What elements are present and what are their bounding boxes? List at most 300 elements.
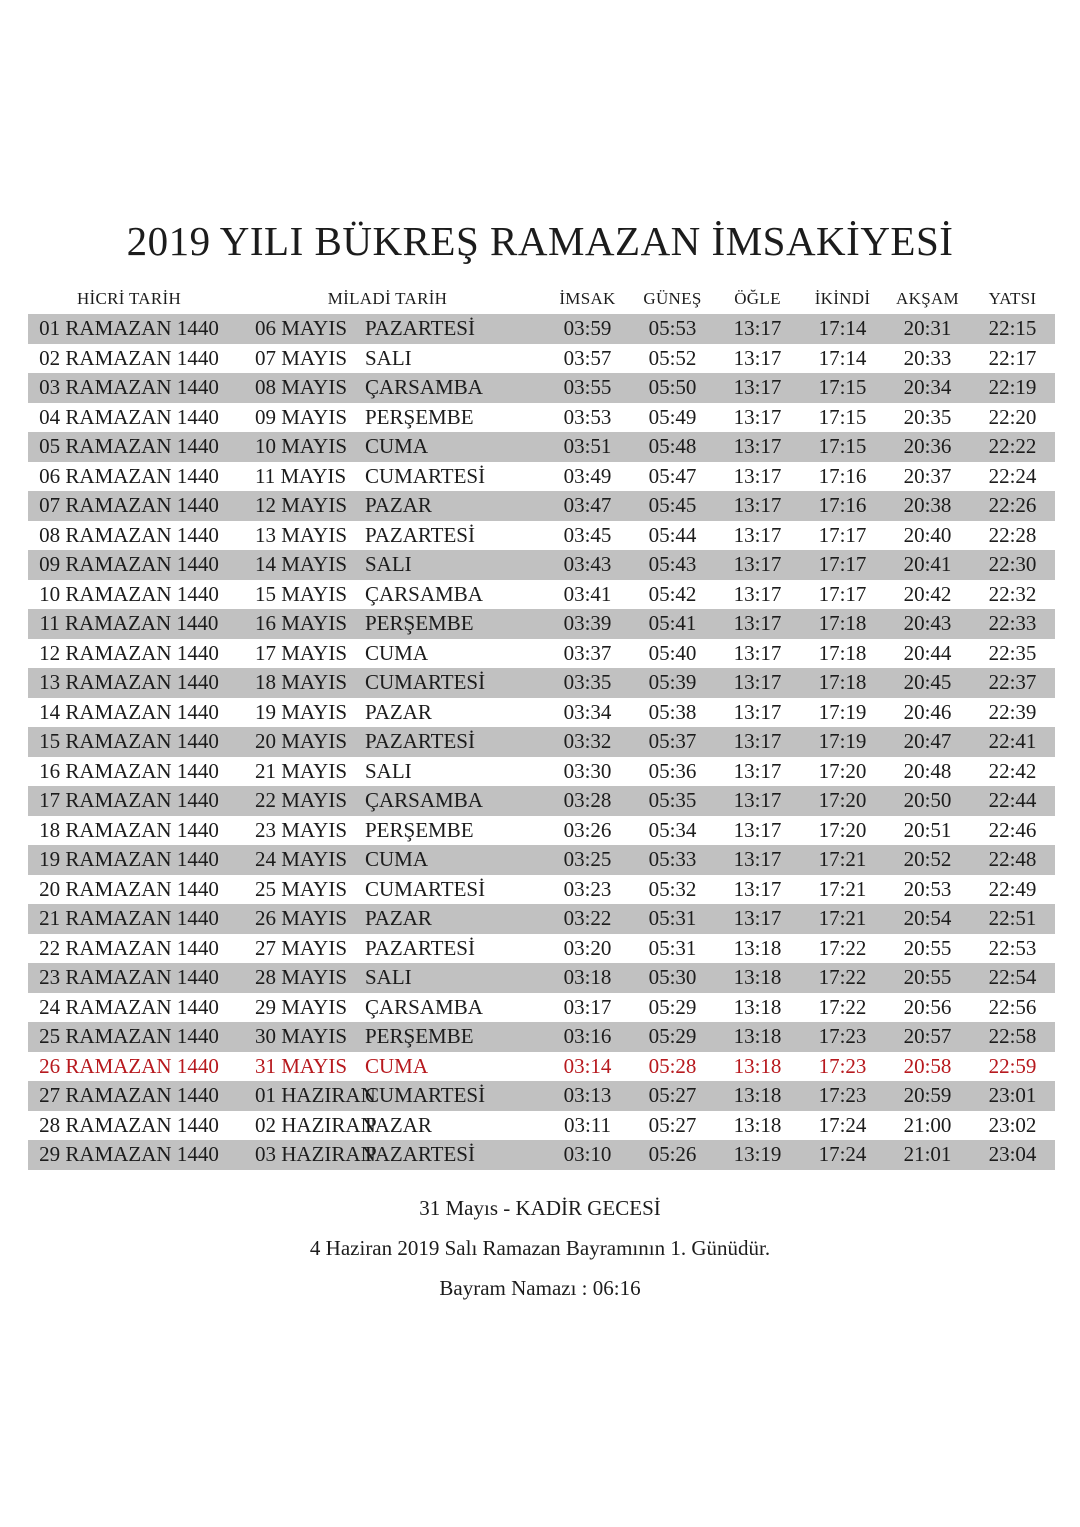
page-title: 2019 YILI BÜKREŞ RAMAZAN İMSAKİYESİ [126, 218, 954, 264]
time-cell-yatsi: 22:20 [988, 404, 1037, 429]
time-cell-gunes: 05:28 [648, 1053, 697, 1078]
hicri-date: 14 RAMAZAN 1440 [39, 699, 219, 724]
time-cell-yatsi: 22:42 [988, 758, 1037, 783]
footer-notes [0, 1197, 1080, 1300]
time-cell-gunes: 05:35 [648, 788, 697, 813]
time-cell-imsak: 03:41 [563, 581, 612, 606]
day-name: CUMARTESİ [365, 1083, 486, 1108]
column-header-hicri: HİCRİ TARİH [76, 289, 182, 309]
time-cell-aksam: 20:55 [903, 935, 952, 960]
time-cell-ogle: 13:17 [733, 847, 782, 872]
hicri-date: 12 RAMAZAN 1440 [39, 640, 219, 665]
time-cell-ikindi: 17:14 [818, 345, 867, 370]
time-cell-imsak: 03:39 [563, 611, 612, 636]
miladi-date: 16 MAYIS [255, 611, 347, 636]
time-cell-yatsi: 22:28 [988, 522, 1037, 547]
time-cell-imsak: 03:28 [563, 788, 612, 813]
time-cell-ogle: 13:17 [733, 729, 782, 754]
time-cell-imsak: 03:10 [563, 1142, 612, 1167]
time-cell-ikindi: 17:18 [818, 670, 867, 695]
time-cell-ogle: 13:17 [733, 788, 782, 813]
day-name: ÇARSAMBA [365, 994, 483, 1019]
time-cell-ogle: 13:18 [733, 994, 782, 1019]
miladi-date: 09 MAYIS [255, 404, 347, 429]
time-cell-imsak: 03:14 [563, 1053, 612, 1078]
time-cell-gunes: 05:47 [648, 463, 697, 488]
time-cell-gunes: 05:49 [648, 404, 697, 429]
table-row [28, 432, 1055, 462]
time-cell-ogle: 13:17 [733, 552, 782, 577]
table-body [28, 314, 1055, 1170]
hicri-date: 22 RAMAZAN 1440 [39, 935, 219, 960]
time-cell-aksam: 20:37 [903, 463, 952, 488]
day-name: ÇARSAMBA [365, 788, 483, 813]
time-cell-gunes: 05:44 [648, 522, 697, 547]
time-cell-ogle: 13:17 [733, 699, 782, 724]
day-name: PAZARTESİ [365, 729, 475, 754]
miladi-date: 25 MAYIS [255, 876, 347, 901]
table-header-row [28, 275, 1055, 314]
day-name: PERŞEMBE [365, 817, 474, 842]
bayram-day-note: 4 Haziran 2019 Salı Ramazan Bayramının 1. Günüdür. [309, 1235, 771, 1260]
hicri-date: 20 RAMAZAN 1440 [39, 876, 219, 901]
time-cell-yatsi: 22:15 [988, 316, 1037, 341]
table-row [28, 344, 1055, 374]
time-cell-ikindi: 17:18 [818, 640, 867, 665]
time-cell-yatsi: 22:22 [988, 434, 1037, 459]
table-row [28, 314, 1055, 344]
time-cell-ikindi: 17:14 [818, 316, 867, 341]
time-cell-aksam: 20:40 [903, 522, 952, 547]
time-cell-yatsi: 22:49 [988, 876, 1037, 901]
time-cell-aksam: 20:54 [903, 906, 952, 931]
prayer-times-table [28, 275, 1055, 1170]
day-name: CUMARTESİ [365, 463, 486, 488]
table-row [28, 904, 1055, 934]
table-row [28, 963, 1055, 993]
day-name: CUMA [365, 434, 429, 459]
time-cell-ikindi: 17:15 [818, 375, 867, 400]
hicri-date: 10 RAMAZAN 1440 [39, 581, 219, 606]
column-header-yatsi: YATSI [988, 289, 1037, 309]
time-cell-aksam: 20:53 [903, 876, 952, 901]
time-cell-gunes: 05:34 [648, 817, 697, 842]
time-cell-yatsi: 22:32 [988, 581, 1037, 606]
time-cell-aksam: 20:44 [903, 640, 952, 665]
time-cell-gunes: 05:29 [648, 1024, 697, 1049]
miladi-date: 22 MAYIS [255, 788, 347, 813]
table-row [28, 1081, 1055, 1111]
miladi-date: 15 MAYIS [255, 581, 347, 606]
time-cell-aksam: 20:47 [903, 729, 952, 754]
time-cell-aksam: 21:00 [903, 1112, 952, 1137]
time-cell-ogle: 13:17 [733, 817, 782, 842]
column-header-gunes: GÜNEŞ [643, 289, 702, 309]
time-cell-ikindi: 17:22 [818, 935, 867, 960]
time-cell-gunes: 05:27 [648, 1083, 697, 1108]
time-cell-ogle: 13:18 [733, 1112, 782, 1137]
column-header-ikindi: İKİNDİ [814, 289, 871, 309]
day-name: SALI [365, 965, 412, 990]
hicri-date: 23 RAMAZAN 1440 [39, 965, 219, 990]
time-cell-ikindi: 17:20 [818, 758, 867, 783]
miladi-date: 06 MAYIS [255, 316, 347, 341]
column-header-imsak: İMSAK [559, 289, 616, 309]
time-cell-aksam: 20:57 [903, 1024, 952, 1049]
time-cell-ikindi: 17:19 [818, 699, 867, 724]
time-cell-ogle: 13:18 [733, 1083, 782, 1108]
time-cell-aksam: 20:41 [903, 552, 952, 577]
time-cell-yatsi: 22:46 [988, 817, 1037, 842]
time-cell-aksam: 20:52 [903, 847, 952, 872]
miladi-date: 27 MAYIS [255, 935, 347, 960]
time-cell-aksam: 20:59 [903, 1083, 952, 1108]
time-cell-gunes: 05:32 [648, 876, 697, 901]
time-cell-ogle: 13:17 [733, 375, 782, 400]
table-row [28, 1022, 1055, 1052]
miladi-date: 08 MAYIS [255, 375, 347, 400]
time-cell-ikindi: 17:24 [818, 1112, 867, 1137]
table-row [28, 609, 1055, 639]
miladi-date: 13 MAYIS [255, 522, 347, 547]
time-cell-gunes: 05:38 [648, 699, 697, 724]
hicri-date: 01 RAMAZAN 1440 [39, 316, 219, 341]
time-cell-ikindi: 17:23 [818, 1053, 867, 1078]
hicri-date: 28 RAMAZAN 1440 [39, 1112, 219, 1137]
miladi-date: 28 MAYIS [255, 965, 347, 990]
day-name: SALI [365, 552, 412, 577]
time-cell-ikindi: 17:17 [818, 581, 867, 606]
time-cell-imsak: 03:11 [563, 1112, 612, 1137]
time-cell-gunes: 05:31 [648, 906, 697, 931]
time-cell-aksam: 20:51 [903, 817, 952, 842]
table-row [28, 993, 1055, 1023]
time-cell-yatsi: 22:56 [988, 994, 1037, 1019]
time-cell-yatsi: 22:26 [988, 493, 1037, 518]
time-cell-imsak: 03:57 [563, 345, 612, 370]
time-cell-gunes: 05:41 [648, 611, 697, 636]
time-cell-aksam: 20:42 [903, 581, 952, 606]
table-row [28, 845, 1055, 875]
miladi-date: 29 MAYIS [255, 994, 347, 1019]
table-row [28, 757, 1055, 787]
time-cell-imsak: 03:51 [563, 434, 612, 459]
time-cell-yatsi: 22:37 [988, 670, 1037, 695]
time-cell-ikindi: 17:18 [818, 611, 867, 636]
day-name: PAZARTESİ [365, 935, 475, 960]
day-name: PAZAR [365, 906, 432, 931]
time-cell-aksam: 20:38 [903, 493, 952, 518]
time-cell-aksam: 20:48 [903, 758, 952, 783]
day-name: CUMA [365, 640, 429, 665]
time-cell-ogle: 13:18 [733, 1024, 782, 1049]
time-cell-aksam: 20:45 [903, 670, 952, 695]
day-name: CUMARTESİ [365, 876, 486, 901]
column-header-aksam: AKŞAM [896, 289, 959, 309]
time-cell-ikindi: 17:16 [818, 493, 867, 518]
time-cell-imsak: 03:18 [563, 965, 612, 990]
miladi-date: 12 MAYIS [255, 493, 347, 518]
time-cell-yatsi: 22:59 [988, 1053, 1037, 1078]
time-cell-gunes: 05:50 [648, 375, 697, 400]
table-row [28, 1111, 1055, 1141]
hicri-date: 27 RAMAZAN 1440 [39, 1083, 219, 1108]
time-cell-yatsi: 22:39 [988, 699, 1037, 724]
miladi-date: 26 MAYIS [255, 906, 347, 931]
time-cell-aksam: 20:33 [903, 345, 952, 370]
miladi-date: 19 MAYIS [255, 699, 347, 724]
time-cell-gunes: 05:53 [648, 316, 697, 341]
hicri-date: 24 RAMAZAN 1440 [39, 994, 219, 1019]
hicri-date: 07 RAMAZAN 1440 [39, 493, 219, 518]
time-cell-ogle: 13:17 [733, 522, 782, 547]
time-cell-gunes: 05:29 [648, 994, 697, 1019]
time-cell-aksam: 20:31 [903, 316, 952, 341]
time-cell-ogle: 13:17 [733, 404, 782, 429]
hicri-date: 02 RAMAZAN 1440 [39, 345, 219, 370]
time-cell-imsak: 03:49 [563, 463, 612, 488]
time-cell-ogle: 13:17 [733, 906, 782, 931]
hicri-date: 25 RAMAZAN 1440 [39, 1024, 219, 1049]
table-row [28, 875, 1055, 905]
miladi-date: 24 MAYIS [255, 847, 347, 872]
time-cell-imsak: 03:17 [563, 994, 612, 1019]
day-name: PERŞEMBE [365, 611, 474, 636]
time-cell-ogle: 13:17 [733, 434, 782, 459]
miladi-date: 21 MAYIS [255, 758, 347, 783]
time-cell-aksam: 20:56 [903, 994, 952, 1019]
hicri-date: 06 RAMAZAN 1440 [39, 463, 219, 488]
time-cell-ikindi: 17:16 [818, 463, 867, 488]
time-cell-imsak: 03:30 [563, 758, 612, 783]
time-cell-yatsi: 23:04 [988, 1142, 1037, 1167]
column-header-ogle: ÖĞLE [734, 289, 781, 309]
time-cell-ikindi: 17:15 [818, 434, 867, 459]
time-cell-gunes: 05:43 [648, 552, 697, 577]
hicri-date: 08 RAMAZAN 1440 [39, 522, 219, 547]
day-name: CUMA [365, 847, 429, 872]
time-cell-gunes: 05:27 [648, 1112, 697, 1137]
miladi-date: 02 HAZIRAN [255, 1112, 376, 1137]
time-cell-imsak: 03:25 [563, 847, 612, 872]
hicri-date: 21 RAMAZAN 1440 [39, 906, 219, 931]
table-row [28, 786, 1055, 816]
day-name: PAZAR [365, 493, 432, 518]
hicri-date: 09 RAMAZAN 1440 [39, 552, 219, 577]
table-row [28, 698, 1055, 728]
miladi-date: 10 MAYIS [255, 434, 347, 459]
column-header-miladi: MİLADİ TARİH [327, 289, 448, 309]
day-name: CUMA [365, 1053, 429, 1078]
time-cell-imsak: 03:43 [563, 552, 612, 577]
time-cell-ogle: 13:17 [733, 345, 782, 370]
time-cell-ogle: 13:19 [733, 1142, 782, 1167]
miladi-date: 11 MAYIS [255, 463, 347, 488]
day-name: PAZARTESİ [365, 1142, 475, 1167]
day-name: PAZAR [365, 699, 432, 724]
time-cell-ikindi: 17:23 [818, 1024, 867, 1049]
table-row [28, 1052, 1055, 1082]
hicri-date: 17 RAMAZAN 1440 [39, 788, 219, 813]
time-cell-imsak: 03:47 [563, 493, 612, 518]
time-cell-ogle: 13:17 [733, 758, 782, 783]
miladi-date: 30 MAYIS [255, 1024, 347, 1049]
time-cell-gunes: 05:33 [648, 847, 697, 872]
hicri-date: 29 RAMAZAN 1440 [39, 1142, 219, 1167]
time-cell-imsak: 03:20 [563, 935, 612, 960]
time-cell-yatsi: 22:41 [988, 729, 1037, 754]
time-cell-ogle: 13:18 [733, 935, 782, 960]
time-cell-aksam: 20:34 [903, 375, 952, 400]
time-cell-yatsi: 22:54 [988, 965, 1037, 990]
miladi-date: 18 MAYIS [255, 670, 347, 695]
hicri-date: 04 RAMAZAN 1440 [39, 404, 219, 429]
table-row [28, 521, 1055, 551]
time-cell-aksam: 20:50 [903, 788, 952, 813]
time-cell-yatsi: 23:01 [988, 1083, 1037, 1108]
day-name: ÇARSAMBA [365, 375, 483, 400]
table-row [28, 462, 1055, 492]
time-cell-yatsi: 22:17 [988, 345, 1037, 370]
table-row [28, 727, 1055, 757]
miladi-date: 17 MAYIS [255, 640, 347, 665]
time-cell-yatsi: 22:19 [988, 375, 1037, 400]
time-cell-imsak: 03:22 [563, 906, 612, 931]
time-cell-imsak: 03:16 [563, 1024, 612, 1049]
time-cell-aksam: 20:55 [903, 965, 952, 990]
time-cell-ogle: 13:17 [733, 611, 782, 636]
time-cell-imsak: 03:32 [563, 729, 612, 754]
time-cell-aksam: 20:35 [903, 404, 952, 429]
miladi-date: 01 HAZIRAN [255, 1083, 376, 1108]
time-cell-imsak: 03:23 [563, 876, 612, 901]
time-cell-gunes: 05:52 [648, 345, 697, 370]
time-cell-imsak: 03:53 [563, 404, 612, 429]
time-cell-ikindi: 17:15 [818, 404, 867, 429]
time-cell-ikindi: 17:24 [818, 1142, 867, 1167]
time-cell-ikindi: 17:20 [818, 788, 867, 813]
time-cell-ogle: 13:17 [733, 463, 782, 488]
table-row [28, 580, 1055, 610]
time-cell-gunes: 05:37 [648, 729, 697, 754]
table-row [28, 373, 1055, 403]
time-cell-ikindi: 17:23 [818, 1083, 867, 1108]
time-cell-ogle: 13:17 [733, 493, 782, 518]
miladi-date: 03 HAZIRAN [255, 1142, 376, 1167]
table-row [28, 491, 1055, 521]
time-cell-gunes: 05:48 [648, 434, 697, 459]
day-name: PAZARTESİ [365, 522, 475, 547]
time-cell-ogle: 13:17 [733, 640, 782, 665]
time-cell-gunes: 05:45 [648, 493, 697, 518]
time-cell-ikindi: 17:19 [818, 729, 867, 754]
table-row [28, 639, 1055, 669]
time-cell-ogle: 13:18 [733, 965, 782, 990]
time-cell-gunes: 05:40 [648, 640, 697, 665]
time-cell-yatsi: 22:48 [988, 847, 1037, 872]
time-cell-gunes: 05:31 [648, 935, 697, 960]
time-cell-ogle: 13:17 [733, 316, 782, 341]
time-cell-ogle: 13:17 [733, 876, 782, 901]
miladi-date: 31 MAYIS [255, 1053, 347, 1078]
hicri-date: 13 RAMAZAN 1440 [39, 670, 219, 695]
table-row [28, 668, 1055, 698]
table-row [28, 1140, 1055, 1170]
time-cell-gunes: 05:36 [648, 758, 697, 783]
kadir-gecesi-note: 31 Mayıs - KADİR GECESİ [419, 1195, 661, 1220]
time-cell-yatsi: 22:35 [988, 640, 1037, 665]
table-row [28, 816, 1055, 846]
day-name: PERŞEMBE [365, 1024, 474, 1049]
time-cell-ikindi: 17:21 [818, 906, 867, 931]
time-cell-ogle: 13:17 [733, 670, 782, 695]
time-cell-imsak: 03:45 [563, 522, 612, 547]
day-name: SALI [365, 758, 412, 783]
miladi-date: 23 MAYIS [255, 817, 347, 842]
day-name: PERŞEMBE [365, 404, 474, 429]
day-name: CUMARTESİ [365, 670, 486, 695]
time-cell-yatsi: 22:30 [988, 552, 1037, 577]
time-cell-imsak: 03:35 [563, 670, 612, 695]
time-cell-ikindi: 17:21 [818, 876, 867, 901]
bayram-namazi-note: Bayram Namazı : 06:16 [439, 1275, 641, 1300]
hicri-date: 11 RAMAZAN 1440 [39, 611, 219, 636]
time-cell-imsak: 03:13 [563, 1083, 612, 1108]
table-row [28, 403, 1055, 433]
time-cell-imsak: 03:37 [563, 640, 612, 665]
day-name: ÇARSAMBA [365, 581, 483, 606]
hicri-date: 15 RAMAZAN 1440 [39, 729, 219, 754]
table-row [28, 550, 1055, 580]
time-cell-ogle: 13:17 [733, 581, 782, 606]
time-cell-yatsi: 22:24 [988, 463, 1037, 488]
time-cell-aksam: 20:46 [903, 699, 952, 724]
hicri-date: 26 RAMAZAN 1440 [39, 1053, 219, 1078]
time-cell-yatsi: 22:51 [988, 906, 1037, 931]
time-cell-yatsi: 23:02 [988, 1112, 1037, 1137]
time-cell-aksam: 20:43 [903, 611, 952, 636]
time-cell-ikindi: 17:20 [818, 817, 867, 842]
time-cell-imsak: 03:34 [563, 699, 612, 724]
time-cell-yatsi: 22:58 [988, 1024, 1037, 1049]
time-cell-aksam: 20:36 [903, 434, 952, 459]
time-cell-imsak: 03:26 [563, 817, 612, 842]
time-cell-ikindi: 17:22 [818, 994, 867, 1019]
time-cell-ikindi: 17:21 [818, 847, 867, 872]
hicri-date: 05 RAMAZAN 1440 [39, 434, 219, 459]
time-cell-ikindi: 17:22 [818, 965, 867, 990]
hicri-date: 16 RAMAZAN 1440 [39, 758, 219, 783]
time-cell-imsak: 03:59 [563, 316, 612, 341]
miladi-date: 20 MAYIS [255, 729, 347, 754]
day-name: PAZARTESİ [365, 316, 475, 341]
time-cell-gunes: 05:39 [648, 670, 697, 695]
time-cell-imsak: 03:55 [563, 375, 612, 400]
time-cell-yatsi: 22:33 [988, 611, 1037, 636]
time-cell-gunes: 05:42 [648, 581, 697, 606]
hicri-date: 19 RAMAZAN 1440 [39, 847, 219, 872]
time-cell-ogle: 13:18 [733, 1053, 782, 1078]
time-cell-gunes: 05:26 [648, 1142, 697, 1167]
time-cell-aksam: 20:58 [903, 1053, 952, 1078]
hicri-date: 18 RAMAZAN 1440 [39, 817, 219, 842]
day-name: PAZAR [365, 1112, 432, 1137]
time-cell-ikindi: 17:17 [818, 552, 867, 577]
time-cell-yatsi: 22:53 [988, 935, 1037, 960]
time-cell-gunes: 05:30 [648, 965, 697, 990]
time-cell-ikindi: 17:17 [818, 522, 867, 547]
miladi-date: 07 MAYIS [255, 345, 347, 370]
